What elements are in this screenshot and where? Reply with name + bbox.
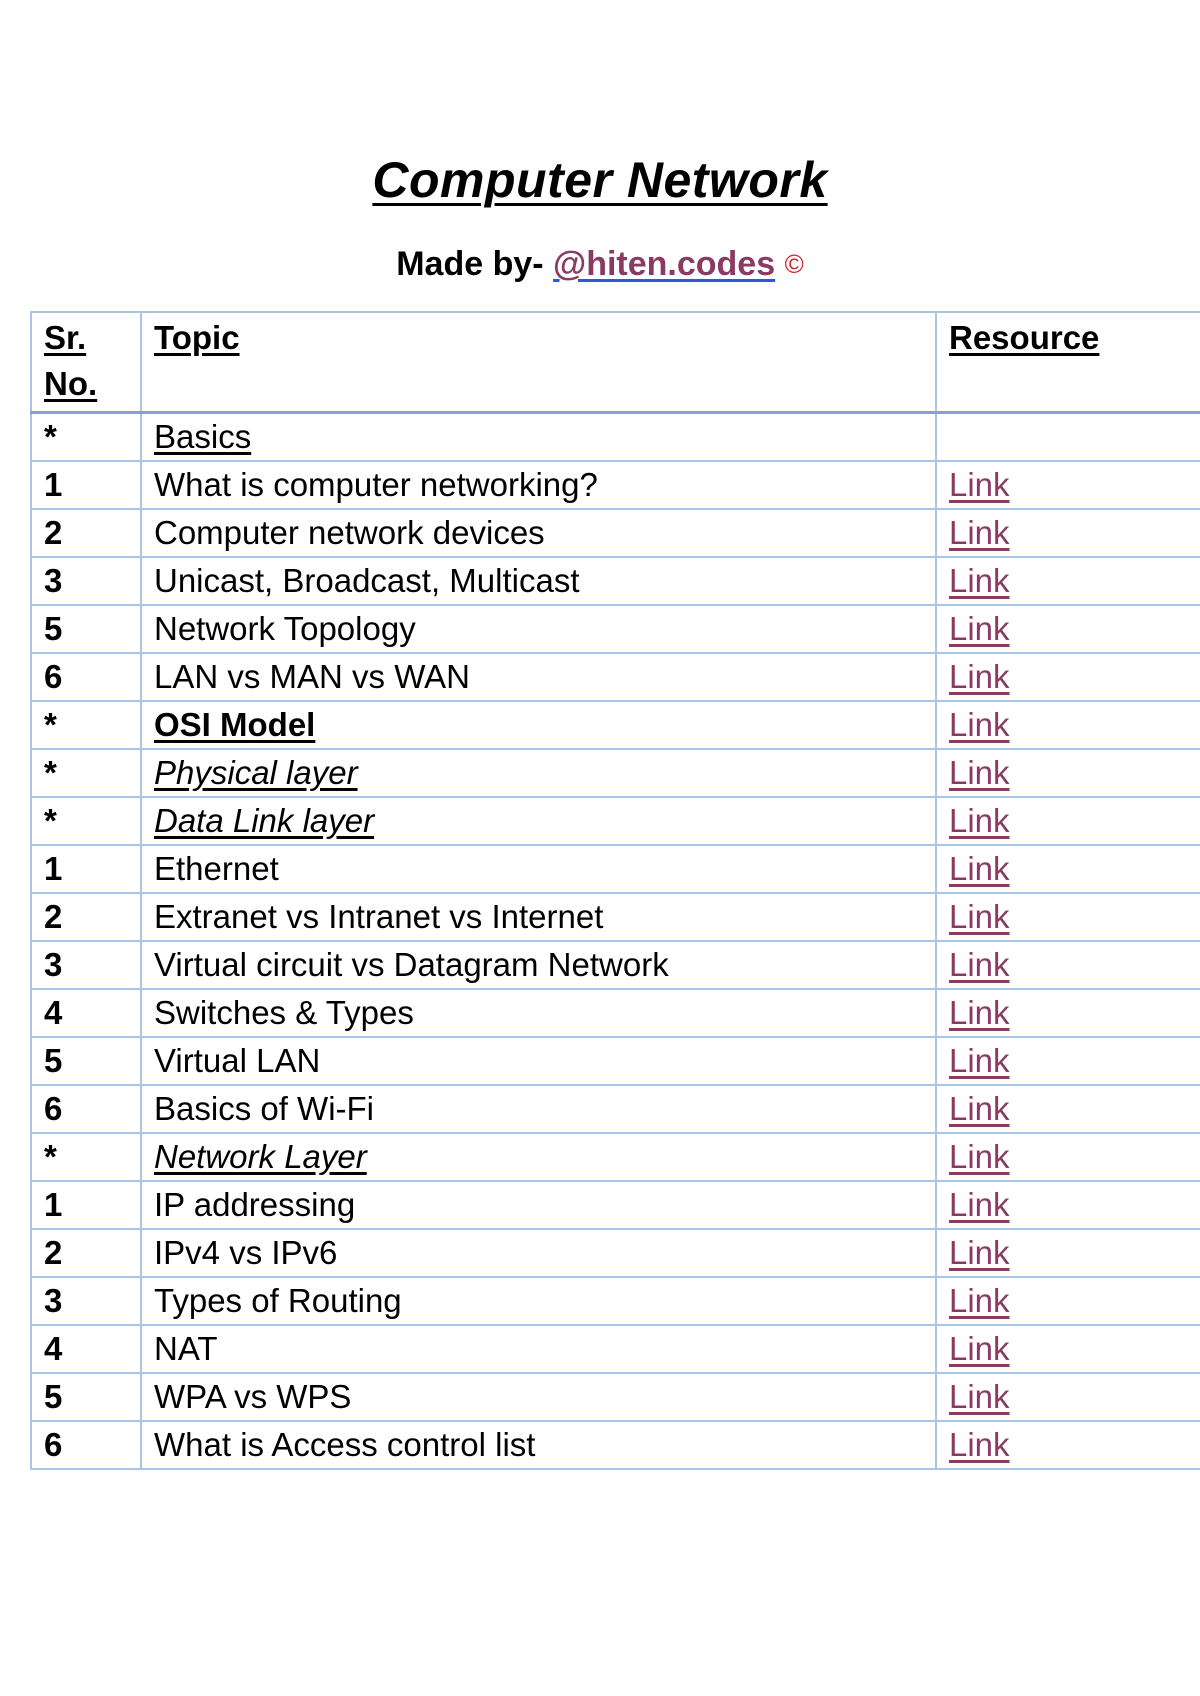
row-topic: Data Link layer bbox=[154, 802, 375, 839]
row-sr-no: 2 bbox=[31, 509, 141, 557]
row-topic: Switches & Types bbox=[154, 994, 414, 1031]
header-topic: Topic bbox=[141, 312, 936, 413]
table-row bbox=[31, 701, 1200, 749]
row-sr-no: 2 bbox=[31, 1229, 141, 1277]
row-sr-no: 4 bbox=[31, 1325, 141, 1373]
resource-link[interactable]: Link bbox=[949, 706, 1010, 743]
row-sr-no: 3 bbox=[31, 941, 141, 989]
row-topic: Virtual LAN bbox=[154, 1042, 321, 1079]
row-sr-no: 6 bbox=[31, 1085, 141, 1133]
resource-link[interactable]: Link bbox=[949, 802, 1010, 839]
row-topic: What is computer networking? bbox=[154, 466, 598, 503]
row-resource-cell bbox=[936, 1277, 1200, 1325]
row-topic-cell bbox=[141, 749, 936, 797]
row-topic: OSI Model bbox=[154, 706, 316, 743]
row-topic: LAN vs MAN vs WAN bbox=[154, 658, 470, 695]
row-resource-cell bbox=[936, 845, 1200, 893]
row-topic: NAT bbox=[154, 1330, 218, 1367]
table-row bbox=[31, 413, 1200, 462]
row-sr-no: 3 bbox=[31, 1277, 141, 1325]
row-resource-cell bbox=[936, 989, 1200, 1037]
table-header-row bbox=[31, 312, 1200, 413]
row-topic-cell bbox=[141, 893, 936, 941]
table-row bbox=[31, 509, 1200, 557]
table-row bbox=[31, 653, 1200, 701]
row-sr-no: 5 bbox=[31, 1037, 141, 1085]
row-resource-cell bbox=[936, 893, 1200, 941]
row-resource-cell bbox=[936, 1133, 1200, 1181]
row-topic-cell bbox=[141, 989, 936, 1037]
row-sr-no: 1 bbox=[31, 1181, 141, 1229]
table-row bbox=[31, 1133, 1200, 1181]
row-topic-cell bbox=[141, 1037, 936, 1085]
row-topic-cell bbox=[141, 1373, 936, 1421]
table-row bbox=[31, 893, 1200, 941]
resource-link[interactable]: Link bbox=[949, 1282, 1010, 1319]
row-topic: WPA vs WPS bbox=[154, 1378, 352, 1415]
row-resource-cell bbox=[936, 701, 1200, 749]
resource-link[interactable]: Link bbox=[949, 1138, 1010, 1175]
row-sr-no: * bbox=[31, 413, 141, 462]
row-topic: Unicast, Broadcast, Multicast bbox=[154, 562, 580, 599]
row-resource-cell bbox=[936, 941, 1200, 989]
row-topic: Computer network devices bbox=[154, 514, 545, 551]
row-topic-cell bbox=[141, 941, 936, 989]
resource-link[interactable]: Link bbox=[949, 994, 1010, 1031]
table-row bbox=[31, 941, 1200, 989]
row-resource-cell bbox=[936, 1421, 1200, 1469]
row-sr-no: * bbox=[31, 701, 141, 749]
row-topic-cell bbox=[141, 797, 936, 845]
row-topic-cell bbox=[141, 701, 936, 749]
row-topic: Extranet vs Intranet vs Internet bbox=[154, 898, 604, 935]
row-resource-cell bbox=[936, 1085, 1200, 1133]
row-sr-no: 5 bbox=[31, 1373, 141, 1421]
row-resource-cell bbox=[936, 557, 1200, 605]
resource-link[interactable]: Link bbox=[949, 514, 1010, 551]
row-topic-cell bbox=[141, 653, 936, 701]
row-topic: What is Access control list bbox=[154, 1426, 536, 1463]
row-topic-cell bbox=[141, 1181, 936, 1229]
row-sr-no: 1 bbox=[31, 461, 141, 509]
header-sr-no: Sr. No. bbox=[31, 312, 141, 413]
table-row bbox=[31, 797, 1200, 845]
row-topic-cell bbox=[141, 1421, 936, 1469]
row-topic: IP addressing bbox=[154, 1186, 356, 1223]
copyright-icon: © bbox=[784, 249, 804, 279]
table-row bbox=[31, 1037, 1200, 1085]
table-row bbox=[31, 989, 1200, 1037]
row-topic: Basics bbox=[154, 418, 252, 455]
resource-link[interactable]: Link bbox=[949, 754, 1010, 791]
row-sr-no: 3 bbox=[31, 557, 141, 605]
row-resource-cell bbox=[936, 461, 1200, 509]
row-resource-cell bbox=[936, 1373, 1200, 1421]
author-handle-link[interactable]: @hiten.codes bbox=[553, 245, 776, 283]
row-topic: Network Layer bbox=[154, 1138, 367, 1175]
row-topic-cell bbox=[141, 1277, 936, 1325]
row-topic-cell bbox=[141, 845, 936, 893]
row-sr-no: 6 bbox=[31, 653, 141, 701]
resource-link[interactable]: Link bbox=[949, 1330, 1010, 1367]
resource-link[interactable]: Link bbox=[949, 850, 1010, 887]
resource-link[interactable]: Link bbox=[949, 658, 1010, 695]
row-topic-cell bbox=[141, 461, 936, 509]
row-resource-cell bbox=[936, 413, 1200, 462]
row-topic: Physical layer bbox=[154, 754, 358, 791]
table-row bbox=[31, 1373, 1200, 1421]
page-title: Computer Network bbox=[372, 152, 828, 208]
table-row bbox=[31, 557, 1200, 605]
row-topic-cell bbox=[141, 1085, 936, 1133]
row-topic: Network Topology bbox=[154, 610, 416, 647]
resource-link[interactable]: Link bbox=[949, 946, 1010, 983]
header-resource: Resource bbox=[936, 312, 1200, 413]
row-topic-cell bbox=[141, 1325, 936, 1373]
row-topic-cell bbox=[141, 413, 936, 462]
row-topic: IPv4 vs IPv6 bbox=[154, 1234, 338, 1271]
row-sr-no: 1 bbox=[31, 845, 141, 893]
row-topic-cell bbox=[141, 1229, 936, 1277]
table-row bbox=[31, 1085, 1200, 1133]
table-row bbox=[31, 749, 1200, 797]
row-sr-no: * bbox=[31, 1133, 141, 1181]
row-resource-cell bbox=[936, 749, 1200, 797]
row-resource-cell bbox=[936, 1037, 1200, 1085]
row-resource-cell bbox=[936, 1181, 1200, 1229]
table-row bbox=[31, 1421, 1200, 1469]
byline-prefix: Made by- bbox=[396, 245, 554, 283]
row-sr-no: 2 bbox=[31, 893, 141, 941]
row-resource-cell bbox=[936, 605, 1200, 653]
row-resource-cell bbox=[936, 1325, 1200, 1373]
row-topic-cell bbox=[141, 1133, 936, 1181]
row-sr-no: * bbox=[31, 797, 141, 845]
byline bbox=[0, 242, 1200, 286]
row-topic-cell bbox=[141, 509, 936, 557]
resource-link[interactable]: Link bbox=[949, 1426, 1010, 1463]
table-row bbox=[31, 605, 1200, 653]
table-row bbox=[31, 1181, 1200, 1229]
row-resource-cell bbox=[936, 509, 1200, 557]
resource-link[interactable]: Link bbox=[949, 1378, 1010, 1415]
row-sr-no: 5 bbox=[31, 605, 141, 653]
row-topic-cell bbox=[141, 557, 936, 605]
resource-link[interactable]: Link bbox=[949, 1042, 1010, 1079]
row-topic-cell bbox=[141, 605, 936, 653]
row-topic: Basics of Wi-Fi bbox=[154, 1090, 375, 1127]
row-resource-cell bbox=[936, 797, 1200, 845]
row-topic: Virtual circuit vs Datagram Network bbox=[154, 946, 669, 983]
resource-link[interactable]: Link bbox=[949, 562, 1010, 599]
row-topic: Types of Routing bbox=[154, 1282, 402, 1319]
resource-table bbox=[30, 311, 1200, 1470]
resource-link[interactable]: Link bbox=[949, 898, 1010, 935]
row-sr-no: 4 bbox=[31, 989, 141, 1037]
row-resource-cell bbox=[936, 653, 1200, 701]
resource-link[interactable]: Link bbox=[949, 1090, 1010, 1127]
resource-link[interactable]: Link bbox=[949, 1186, 1010, 1223]
table-row bbox=[31, 845, 1200, 893]
table-row bbox=[31, 1277, 1200, 1325]
resource-link[interactable]: Link bbox=[949, 1234, 1010, 1271]
table-body bbox=[31, 413, 1200, 1470]
table-row bbox=[31, 1325, 1200, 1373]
table-row bbox=[31, 1229, 1200, 1277]
table-row bbox=[31, 461, 1200, 509]
resource-link[interactable]: Link bbox=[949, 466, 1010, 503]
resource-link[interactable]: Link bbox=[949, 610, 1010, 647]
row-topic: Ethernet bbox=[154, 850, 279, 887]
row-sr-no: * bbox=[31, 749, 141, 797]
row-resource-cell bbox=[936, 1229, 1200, 1277]
row-sr-no: 6 bbox=[31, 1421, 141, 1469]
